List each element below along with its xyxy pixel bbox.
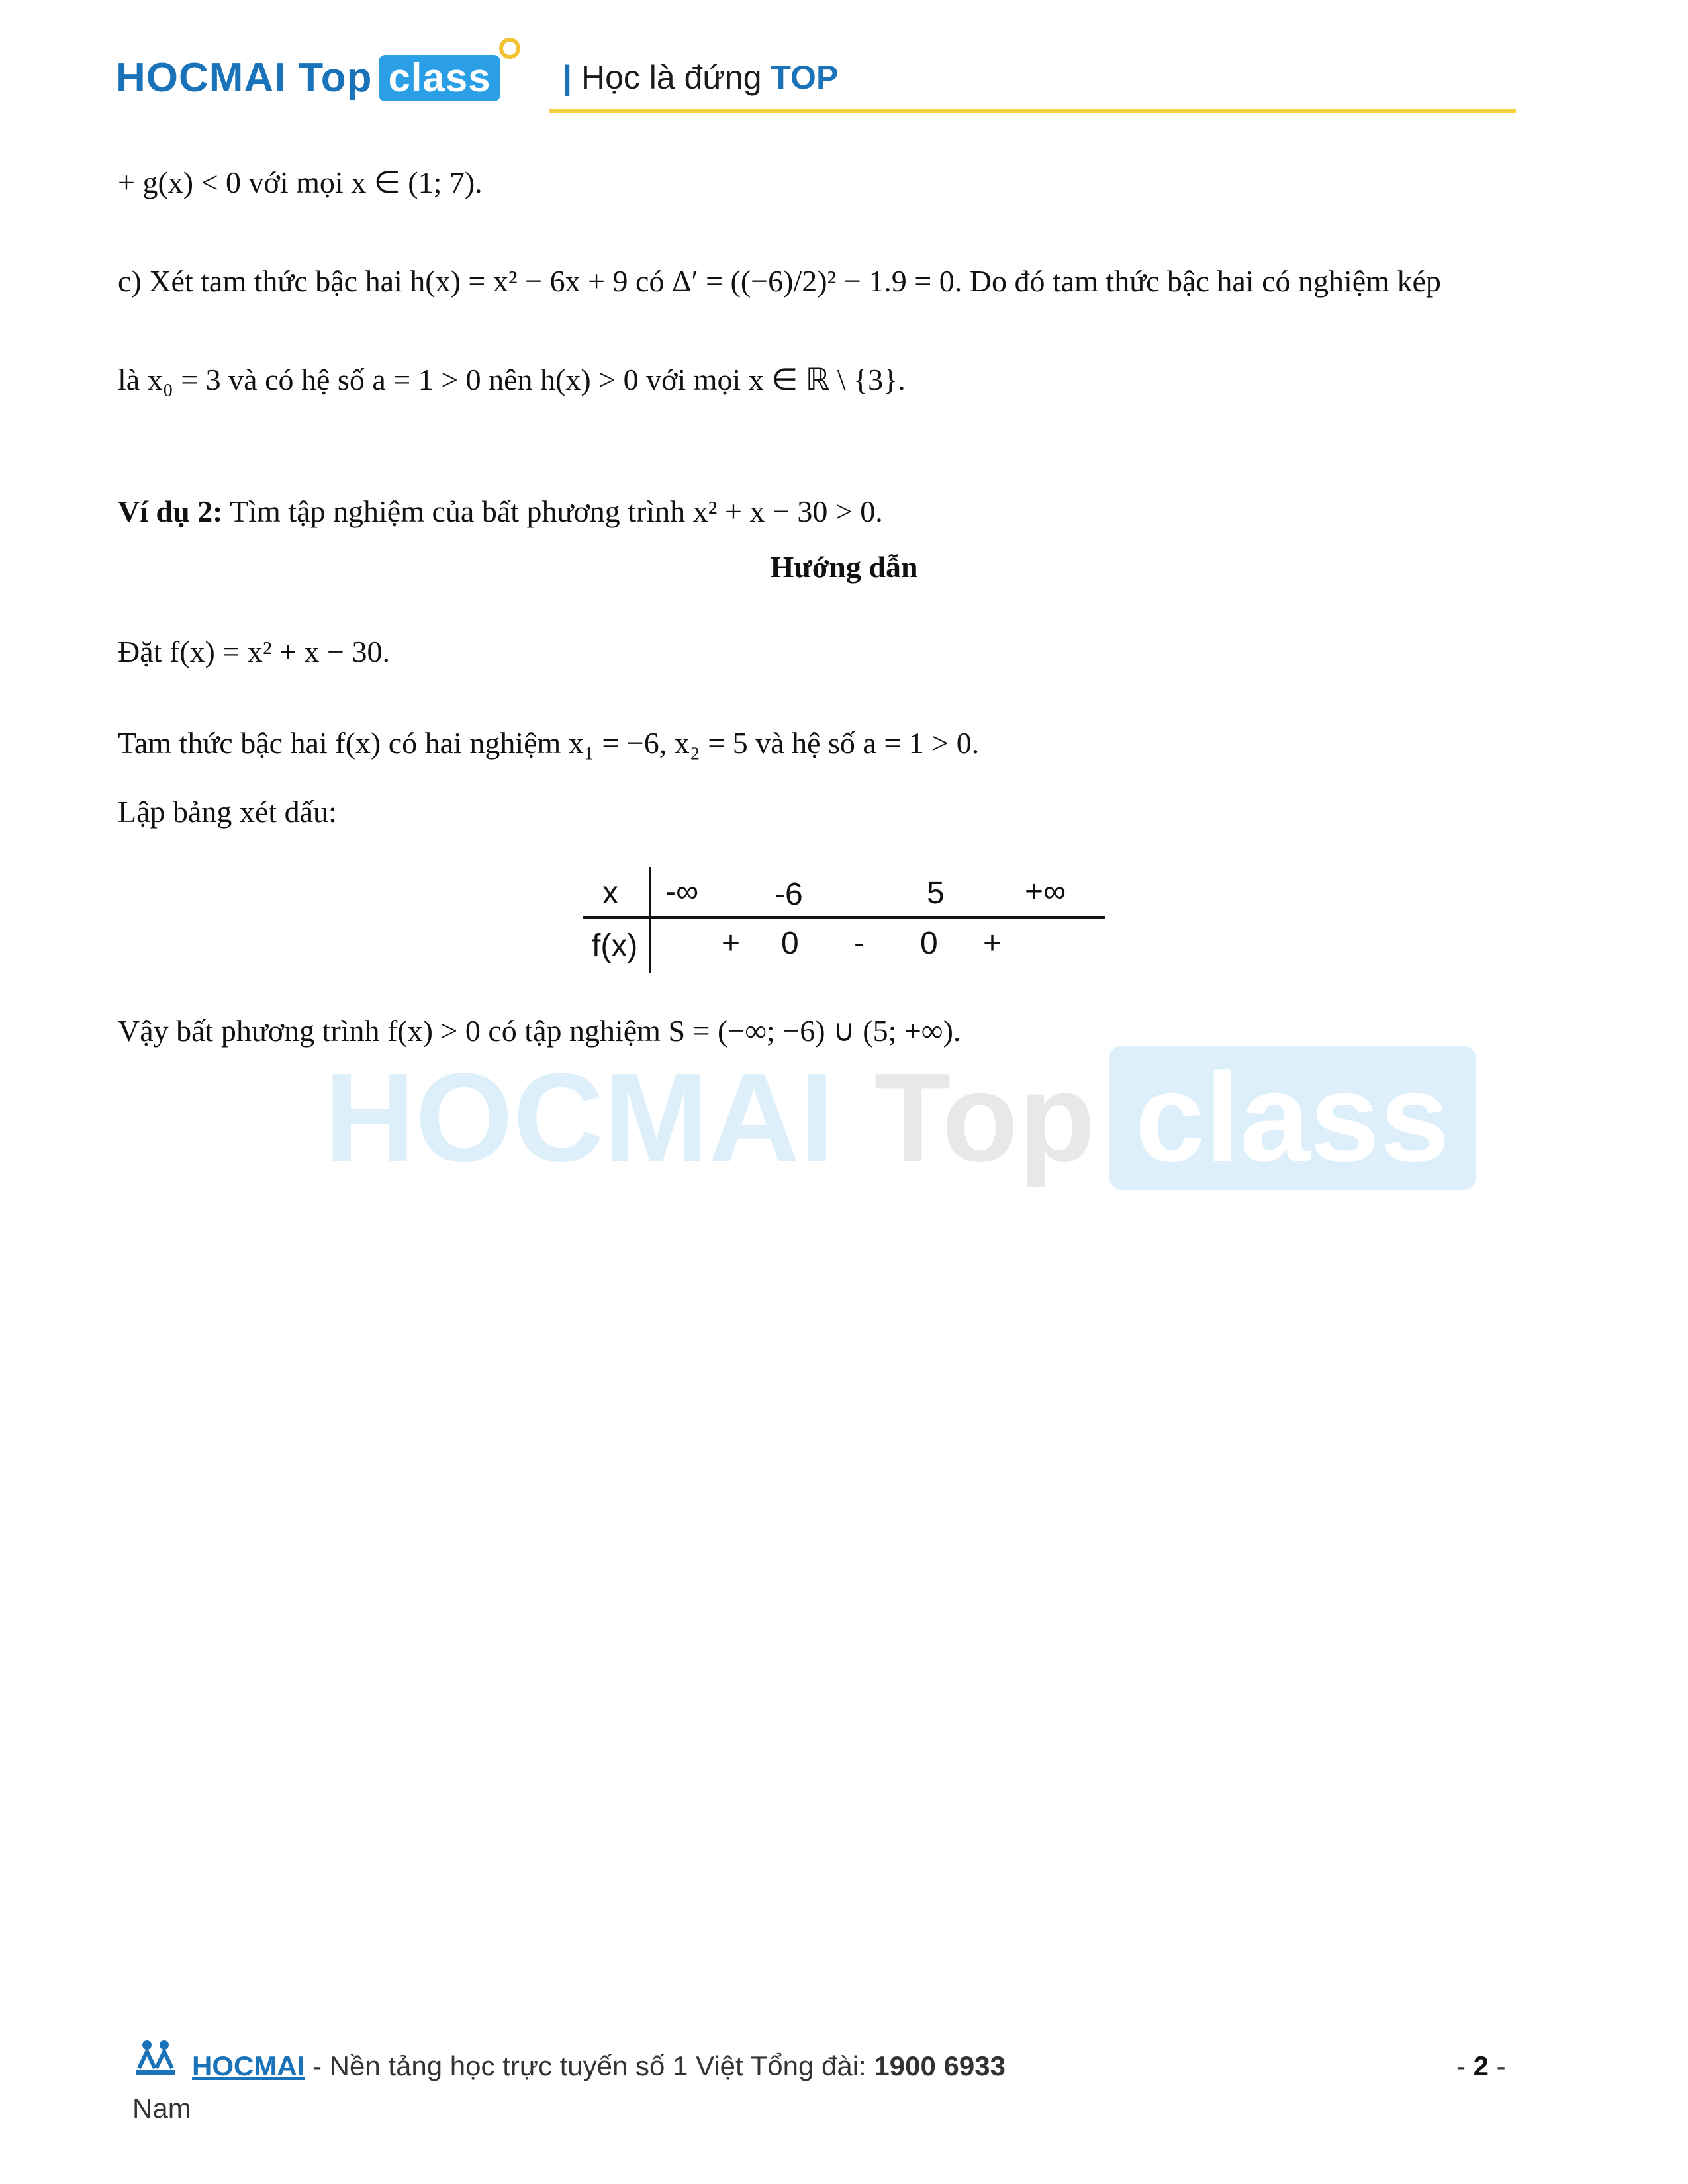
hocmai-footer-logo-icon bbox=[132, 2038, 179, 2078]
table-x-value: -∞ bbox=[665, 874, 699, 909]
footer-tagline: - Nền tảng học trực tuyến số 1 Việt bbox=[305, 2050, 743, 2081]
table-horizontal-line bbox=[583, 916, 1105, 919]
footer-country: Nam bbox=[132, 2093, 191, 2124]
table-x-label: x bbox=[602, 876, 618, 911]
watermark-hocmai: HOCMAI bbox=[324, 1048, 835, 1188]
content-line-4: Đặt f(x) = x² + x − 30. bbox=[118, 635, 390, 668]
tagline-top: TOP bbox=[771, 59, 839, 96]
example-text: Tìm tập nghiệm của bất phương trình x² + x − 30 > 0. bbox=[222, 494, 883, 528]
sign-table bbox=[583, 867, 1105, 973]
table-x-value: 5 bbox=[927, 876, 945, 911]
content-line-5: Tam thức bậc hai f(x) có hai nghiệm x₁ = −6, x₂ = 5 và hệ số a = 1 > 0. bbox=[118, 726, 980, 760]
table-sign: + bbox=[722, 926, 741, 961]
guide-title: Hướng dẫn bbox=[770, 550, 918, 584]
header-tagline bbox=[563, 58, 838, 97]
table-sign: + bbox=[983, 926, 1002, 961]
tagline-text: Học là đứng bbox=[581, 59, 762, 96]
table-sign: - bbox=[854, 926, 865, 961]
hocmai-topclass-logo bbox=[116, 54, 500, 101]
footer-text bbox=[192, 2050, 1006, 2082]
tagline-bar: | bbox=[563, 59, 572, 96]
content-line-7: Vậy bất phương trình f(x) > 0 có tập nghiệm S = (−∞; −6) ∪ (5; +∞). bbox=[118, 1014, 961, 1048]
content-line-3: là x₀ = 3 và có hệ số a = 1 > 0 nên h(x) > 0 với mọi x ∈ ℝ \ {3}. bbox=[118, 363, 906, 396]
table-vertical-line bbox=[649, 867, 651, 973]
sun-icon bbox=[499, 38, 520, 59]
page-number-suffix: - bbox=[1489, 2050, 1506, 2081]
watermark-class: class bbox=[1109, 1046, 1476, 1190]
table-sign: 0 bbox=[781, 926, 799, 961]
footer-hotline-label: Tổng đài: bbox=[743, 2050, 874, 2081]
footer-brand-link[interactable]: HOCMAI bbox=[192, 2050, 305, 2081]
table-sign: 0 bbox=[920, 926, 938, 961]
table-x-value: -6 bbox=[774, 877, 803, 912]
content-line-2: c) Xét tam thức bậc hai h(x) = x² − 6x + 9 có Δ′ = ((−6)/2)² − 1.9 = 0. Do đó tam thức bậc hai có nghiệm kép bbox=[118, 264, 1441, 298]
logo-class-badge bbox=[379, 55, 500, 101]
header-divider bbox=[549, 109, 1516, 113]
logo-class-text: class bbox=[388, 55, 491, 100]
page-number-prefix: - bbox=[1456, 2050, 1474, 2081]
table-x-value: +∞ bbox=[1025, 874, 1066, 909]
content-line-6: Lập bảng xét dấu: bbox=[118, 795, 337, 829]
example-2 bbox=[118, 494, 883, 529]
content-line-1: + g(x) < 0 với mọi x ∈ (1; 7). bbox=[118, 165, 483, 199]
page-number bbox=[1456, 2050, 1506, 2082]
logo-hocmai-text: HOCMAI bbox=[116, 55, 287, 101]
example-label: Ví dụ 2: bbox=[118, 494, 223, 528]
watermark-top: Top bbox=[874, 1048, 1096, 1188]
watermark-logo bbox=[324, 1046, 1476, 1190]
logo-top-text: Top bbox=[298, 55, 373, 101]
page-number-value: 2 bbox=[1473, 2050, 1489, 2081]
table-fx-label: f(x) bbox=[592, 929, 638, 964]
footer-hotline: 1900 6933 bbox=[874, 2050, 1006, 2081]
